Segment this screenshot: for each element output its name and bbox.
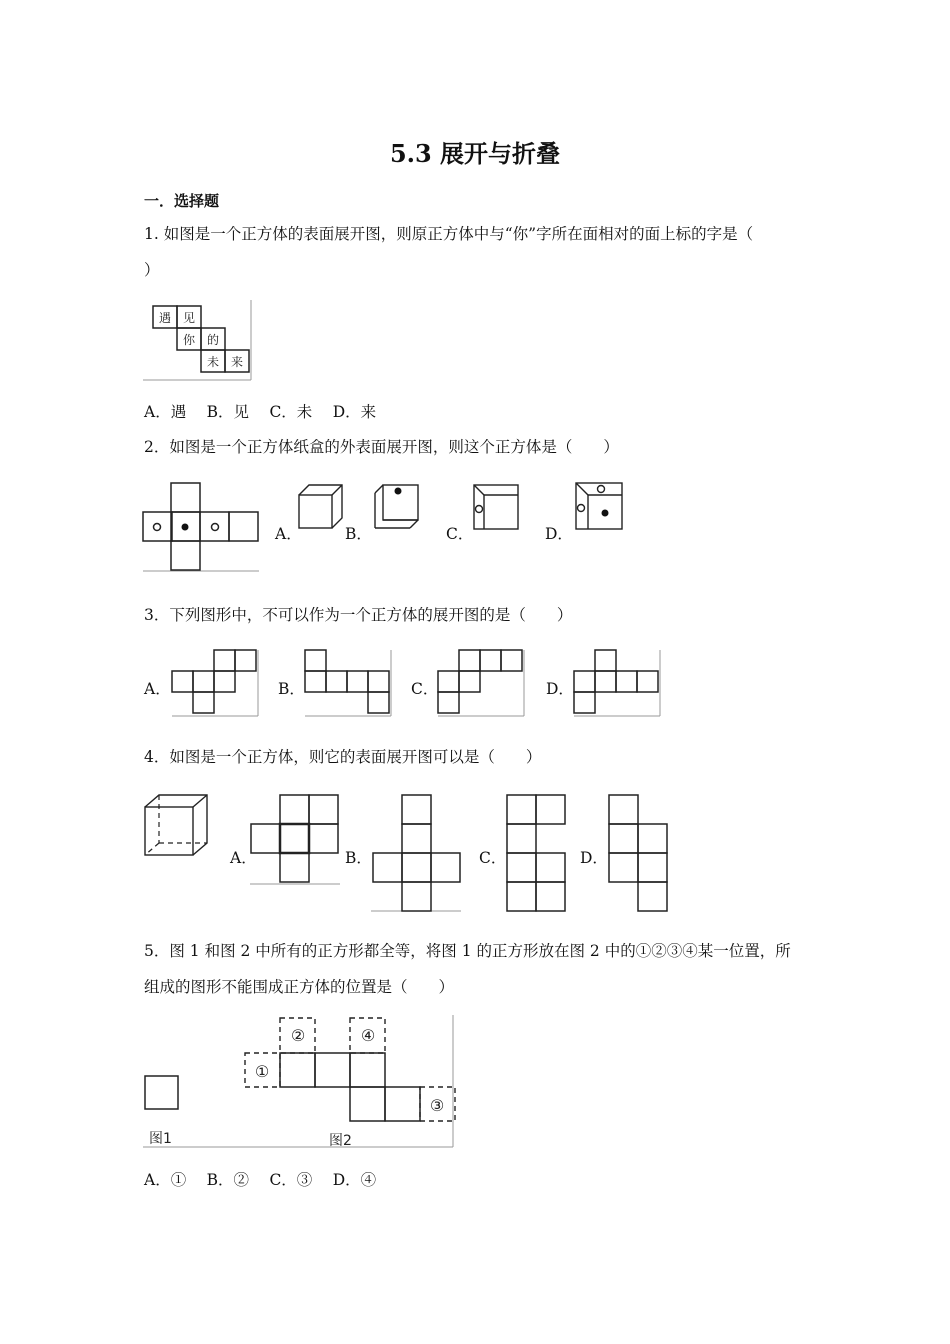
q3-option-c-label: C．	[411, 680, 439, 698]
q3-net-a	[172, 650, 262, 718]
page-title: 5.3 展开与折叠	[389, 139, 561, 168]
q5-text-line2: 组成的图形不能围成正方体的位置是（ ）	[144, 978, 455, 996]
q1-text-line2: ）	[144, 261, 160, 279]
q2-option-a-label: A．	[275, 525, 302, 543]
q2-option-d-label: D．	[545, 525, 573, 543]
q2-net-figure	[143, 483, 263, 573]
position-mark-4: ④	[360, 1026, 376, 1045]
net-char: 的	[206, 333, 220, 347]
q2-cube-c	[472, 483, 522, 533]
q4-option-c-label: C．	[479, 849, 507, 867]
q4-net-b	[371, 793, 466, 915]
q5-text-line1: 5．图 1 和图 2 中所有的正方形都全等，将图 1 的正方形放在图 2 中的①②③④某一位置，所	[144, 942, 791, 960]
q3-option-a-label: A．	[144, 680, 171, 698]
fig1-label: 图1	[149, 1131, 172, 1147]
q5-answer-options: A．① B．② C．③ D．④	[144, 1171, 377, 1189]
q3-net-c	[438, 650, 528, 718]
q3-text: 3．下列图形中，不可以作为一个正方体的展开图的是（ ）	[144, 606, 573, 624]
q2-option-c-label: C．	[446, 525, 474, 543]
q4-net-c	[505, 793, 575, 915]
q4-net-a	[250, 793, 345, 887]
section-heading: 一．选择题	[144, 192, 220, 210]
net-char: 来	[230, 355, 244, 369]
fig2-label: 图2	[329, 1133, 352, 1149]
q1-text-line1: 1. 如图是一个正方体的表面展开图，则原正方体中与“你”字所在面相对的面上标的字是（	[144, 225, 754, 243]
q2-cube-a	[297, 483, 347, 533]
q4-cube-figure	[143, 793, 213, 859]
net-char: 你	[182, 333, 196, 347]
net-char: 遇	[158, 311, 172, 325]
q3-option-d-label: D．	[546, 680, 574, 698]
q2-text: 2．如图是一个正方体纸盒的外表面展开图，则这个正方体是（ ）	[144, 438, 619, 456]
q5-figure	[143, 1015, 458, 1151]
q4-net-d	[607, 793, 677, 915]
q3-net-b	[305, 650, 395, 718]
q4-option-b-label: B．	[345, 849, 372, 867]
q3-option-b-label: B．	[278, 680, 305, 698]
position-mark-1: ①	[254, 1062, 270, 1081]
q2-cube-d	[574, 481, 626, 533]
q2-cube-b	[373, 483, 423, 533]
q1-answer-options: A．遇 B．见 C．未 D．来	[144, 403, 377, 421]
q2-option-b-label: B．	[345, 525, 372, 543]
q4-option-a-label: A．	[230, 849, 257, 867]
net-char: 未	[206, 355, 220, 369]
q1-net-figure	[143, 300, 253, 382]
position-mark-2: ②	[290, 1026, 306, 1045]
q4-option-d-label: D．	[580, 849, 608, 867]
net-char: 见	[182, 311, 196, 325]
q3-net-d	[574, 650, 664, 718]
q4-text: 4．如图是一个正方体，则它的表面展开图可以是（ ）	[144, 748, 542, 766]
position-mark-3: ③	[429, 1096, 445, 1115]
